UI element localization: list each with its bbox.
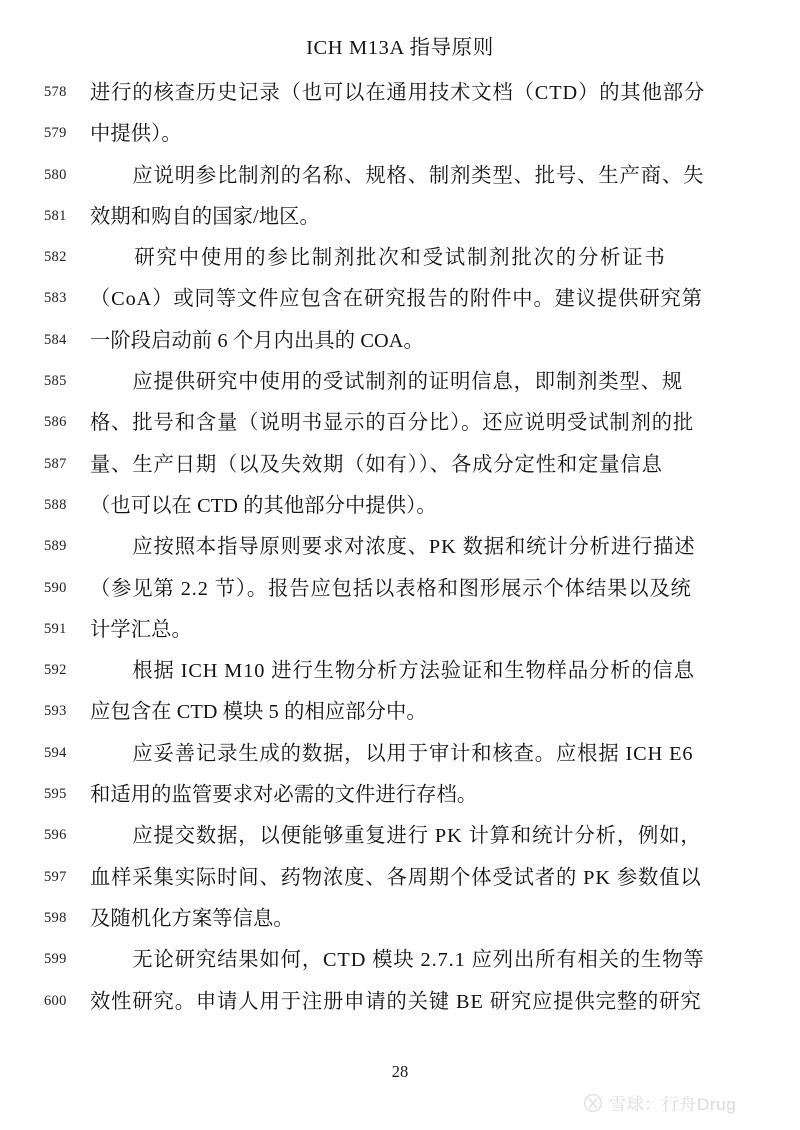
line-number: 582 (44, 249, 67, 266)
line-number: 599 (44, 951, 67, 968)
document-line (0, 615, 800, 656)
xueqiu-circle-x-logo-icon (583, 1093, 603, 1113)
line-text: 计学汇总。 (90, 618, 192, 641)
document-line (0, 450, 800, 491)
line-text: （CoA）或同等文件应包含在研究报告的附件中。建议提供研究第 (90, 288, 703, 311)
document-line (0, 904, 800, 945)
document-line (0, 367, 800, 408)
document-line (0, 987, 800, 1028)
document-line (0, 326, 800, 367)
line-number: 588 (44, 496, 67, 513)
line-number: 591 (44, 620, 67, 637)
document-line (0, 202, 800, 243)
line-text: 格、批号和含量（说明书显示的百分比）。还应说明受试制剂的批 (90, 412, 695, 435)
document-line (0, 119, 800, 160)
line-text: 及随机化方案等信息。 (90, 907, 294, 930)
line-text: 和适用的监管要求对必需的文件进行存档。 (90, 784, 478, 807)
document-line (0, 532, 800, 573)
line-number: 583 (44, 290, 67, 307)
document-line (0, 697, 800, 738)
line-number: 590 (44, 579, 67, 596)
document-line (0, 78, 800, 119)
line-number: 593 (44, 703, 67, 720)
document-line (0, 408, 800, 449)
line-number: 578 (44, 84, 67, 100)
line-number: 595 (44, 786, 67, 803)
line-text: 中提供）。 (90, 123, 182, 146)
line-number: 596 (44, 827, 67, 844)
document-line (0, 284, 800, 325)
line-number: 597 (44, 868, 67, 885)
document-line (0, 491, 800, 532)
watermark (583, 1090, 736, 1115)
line-text: 根据 ICH M10 进行生物分析方法验证和生物样品分析的信息 (90, 660, 695, 683)
line-number: 586 (44, 414, 67, 431)
document-line (0, 574, 800, 615)
document-line (0, 161, 800, 202)
line-text: 进行的核查历史记录（也可以在通用技术文档（CTD）的其他部分 (90, 82, 706, 104)
line-number: 581 (44, 207, 67, 224)
line-number: 592 (44, 662, 67, 679)
line-text: 应说明参比制剂的名称、规格、制剂类型、批号、生产商、失 (90, 164, 705, 187)
line-text: 应妥善记录生成的数据，以用于审计和核查。应根据 ICH E6 (90, 742, 694, 765)
line-text: 效期和购自的国家/地区。 (90, 205, 320, 228)
line-text: 应按照本指导原则要求对浓度、PK 数据和统计分析进行描述 (90, 536, 696, 559)
line-number: 579 (44, 125, 67, 142)
line-text: 应提供研究中使用的受试制剂的证明信息，即制剂类型、规 (90, 371, 684, 394)
line-number: 594 (44, 744, 67, 761)
document-line (0, 821, 800, 862)
line-text: 无论研究结果如何，CTD 模块 2.7.1 应列出所有相关的生物等 (90, 949, 705, 972)
document-line (0, 863, 800, 904)
line-text: 血样采集实际时间、药物浓度、各周期个体受试者的 PK 参数值以 (90, 866, 702, 889)
line-number: 580 (44, 166, 67, 183)
line-number: 584 (44, 331, 67, 348)
watermark-label: 雪球：行舟Drug (609, 1095, 737, 1114)
document-line (0, 243, 800, 284)
line-text: 一阶段启动前 6 个月内出具的 COA。 (90, 329, 424, 352)
line-number: 600 (44, 992, 67, 1009)
document-line (0, 656, 800, 697)
line-number: 598 (44, 909, 67, 926)
line-text: 应包含在 CTD 模块 5 的相应部分中。 (90, 701, 427, 724)
line-text: 量、生产日期（以及失效期（如有））、各成分定性和定量信息 (90, 453, 663, 476)
document-line (0, 739, 800, 780)
line-text: 应提交数据，以便能够重复进行 PK 计算和统计分析，例如， (90, 825, 702, 848)
line-number: 589 (44, 538, 67, 555)
line-text: （也可以在 CTD 的其他部分中提供）。 (90, 494, 437, 517)
document-line (0, 945, 800, 986)
running-header-title: ICH M13A 指导原则 (306, 37, 494, 59)
line-text: 效性研究。申请人用于注册申请的关键 BE 研究应提供完整的研究 (90, 990, 702, 1013)
document-line (0, 780, 800, 821)
page-number: 28 (391, 1062, 409, 1081)
document-body (0, 78, 800, 1028)
line-number: 585 (44, 373, 67, 390)
line-text: （参见第 2.2 节）。报告应包括以表格和图形展示个体结果以及统 (90, 577, 692, 600)
line-text: 研究中使用的参比制剂批次和受试制剂批次的分析证书 (90, 247, 667, 270)
line-number: 587 (44, 455, 67, 472)
